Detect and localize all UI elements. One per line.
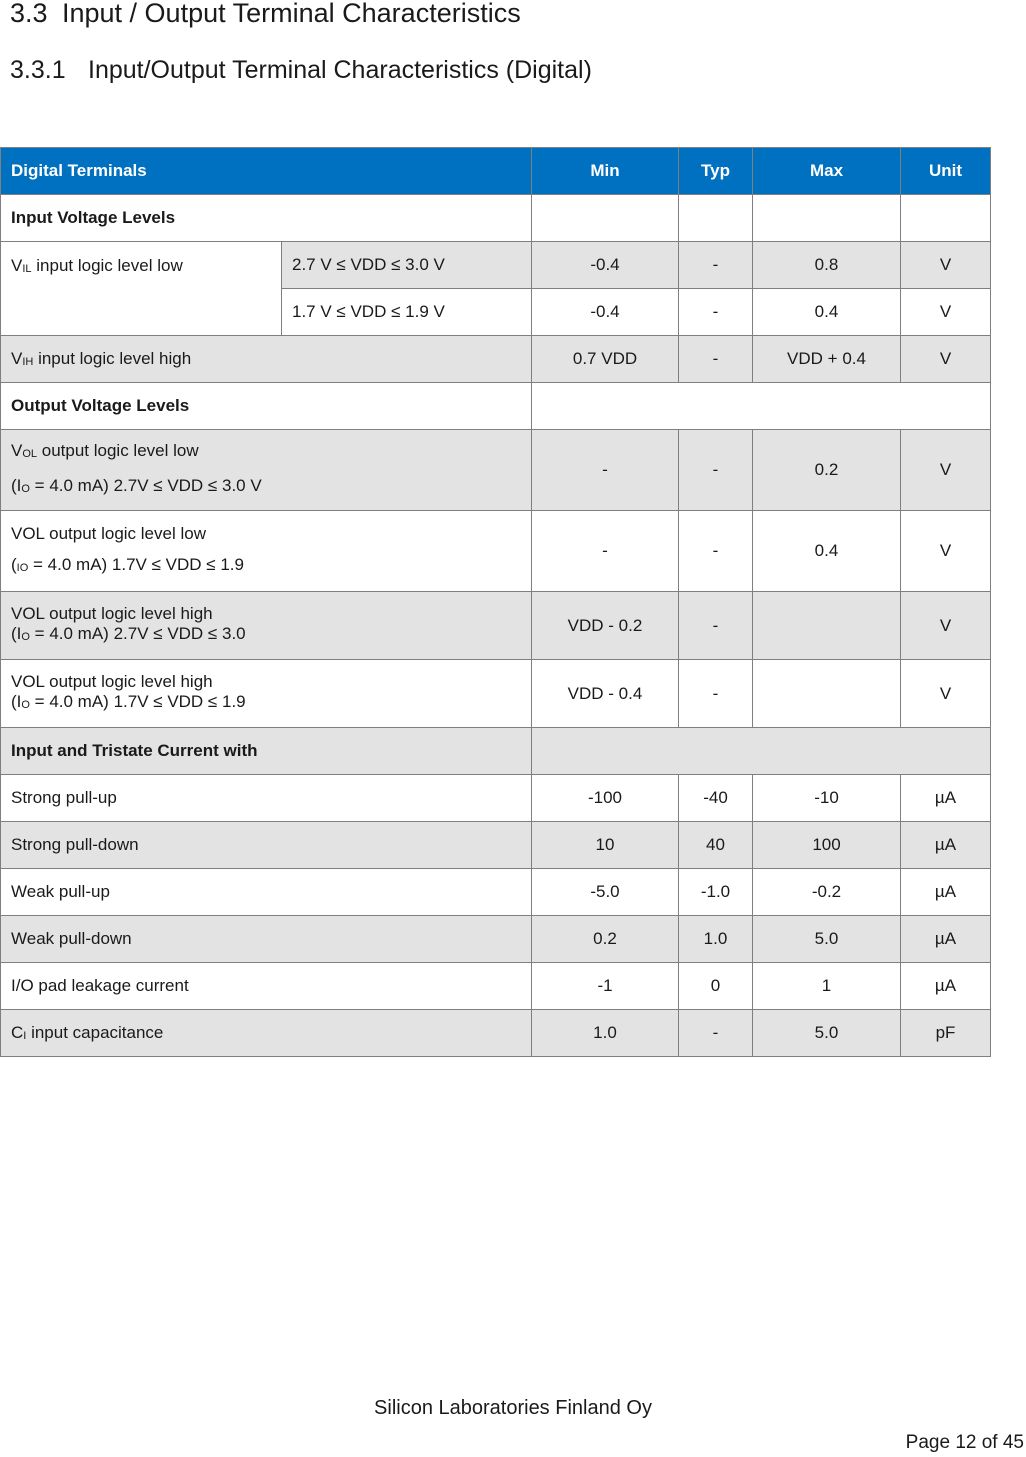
section-label: Input and Tristate Current with (1, 728, 532, 775)
voh1-cond-open: (I (11, 624, 22, 643)
table-row (1, 963, 991, 1010)
ci-typ: - (679, 1010, 753, 1057)
vol2-cond-text: = 4.0 mA) 1.7V ≤ VDD ≤ 1.9 (28, 555, 244, 574)
header-min: Min (532, 148, 679, 195)
ci-unit: pF (901, 1010, 991, 1057)
digital-terminals-table (0, 147, 991, 1057)
ci-symbol: C (11, 1023, 24, 1042)
vol2-text: VOL output logic level low (11, 524, 206, 543)
voh2-text: VOL output logic level high (11, 672, 213, 691)
voh2-label (1, 660, 532, 728)
vil-text: input logic level low (31, 256, 183, 275)
param-max: 100 (753, 822, 901, 869)
param-unit: µA (901, 822, 991, 869)
subsection-heading (10, 56, 592, 85)
vol2-unit: V (901, 511, 991, 592)
vil-max: 0.8 (753, 242, 901, 289)
vol2-cond-open: ( (11, 555, 17, 574)
vih-symbol: V (11, 349, 23, 368)
vil-min: -0.4 (532, 289, 679, 336)
vol1-typ: - (679, 430, 753, 511)
param-max: 5.0 (753, 916, 901, 963)
table-row (1, 916, 991, 963)
vol1-cond-subscript: O (21, 483, 30, 495)
subsection-number: 3.3.1 (10, 56, 66, 84)
voh2-min: VDD - 0.4 (532, 660, 679, 728)
section-heading (10, 0, 521, 29)
voh1-cond-subscript: O (21, 631, 30, 643)
voh2-max (753, 660, 901, 728)
vol2-label (1, 511, 532, 592)
table-row (1, 869, 991, 916)
param-label: Strong pull-up (1, 775, 532, 822)
vol1-symbol: V (11, 441, 23, 460)
vih-label (1, 336, 532, 383)
vil-max: 0.4 (753, 289, 901, 336)
param-unit: µA (901, 775, 991, 822)
param-label: Weak pull-up (1, 869, 532, 916)
table-row-vol-1 (1, 430, 991, 511)
vol1-max: 0.2 (753, 430, 901, 511)
vol2-typ: - (679, 511, 753, 592)
empty-cell (679, 195, 753, 242)
ci-min: 1.0 (532, 1010, 679, 1057)
voh2-cond-open: (I (11, 692, 22, 711)
table-row-vil-1 (1, 242, 991, 289)
vil-label (1, 242, 282, 336)
vol1-subscript: OL (22, 448, 38, 460)
ci-label (1, 1010, 532, 1057)
vil-unit: V (901, 242, 991, 289)
vol1-cond-text: = 4.0 mA) 2.7V ≤ VDD ≤ 3.0 V (29, 476, 262, 495)
ci-text: input capacitance (26, 1023, 164, 1042)
param-typ: 1.0 (679, 916, 753, 963)
empty-cell (532, 728, 991, 775)
vil-symbol: V (11, 256, 23, 275)
table-row-ci (1, 1010, 991, 1057)
table-row (1, 822, 991, 869)
vol2-min: - (532, 511, 679, 592)
table-row-voh-2 (1, 660, 991, 728)
voh1-typ: - (679, 592, 753, 660)
vil-unit: V (901, 289, 991, 336)
voh1-cond-text: = 4.0 mA) 2.7V ≤ VDD ≤ 3.0 (29, 624, 246, 643)
section-label: Output Voltage Levels (1, 383, 532, 430)
section-row-current (1, 728, 991, 775)
header-typ: Typ (679, 148, 753, 195)
voh2-unit: V (901, 660, 991, 728)
subsection-title: Input/Output Terminal Characteristics (Digital) (88, 56, 592, 84)
param-label: Strong pull-down (1, 822, 532, 869)
param-typ: -40 (679, 775, 753, 822)
param-label: I/O pad leakage current (1, 963, 532, 1010)
voh1-text: VOL output logic level high (11, 604, 213, 623)
section-row-input-voltage (1, 195, 991, 242)
vih-min: 0.7 VDD (532, 336, 679, 383)
empty-cell (532, 195, 679, 242)
voh1-unit: V (901, 592, 991, 660)
header-max: Max (753, 148, 901, 195)
empty-cell (532, 383, 991, 430)
vih-subscript: IH (22, 356, 34, 368)
param-typ: 40 (679, 822, 753, 869)
vol1-min: - (532, 430, 679, 511)
section-title: Input / Output Terminal Characteristics (62, 0, 521, 28)
table-row-vih (1, 336, 991, 383)
page-number: Page 12 of 45 (905, 1432, 1024, 1453)
param-unit: µA (901, 869, 991, 916)
vil-typ: - (679, 289, 753, 336)
param-min: -5.0 (532, 869, 679, 916)
vol2-cond-subscript: IO (16, 562, 29, 574)
voh2-cond-subscript: O (21, 699, 30, 711)
param-min: -100 (532, 775, 679, 822)
footer-company: Silicon Laboratories Finland Oy (374, 1397, 652, 1419)
param-unit: µA (901, 963, 991, 1010)
param-min: 0.2 (532, 916, 679, 963)
ci-subscript: I (23, 1030, 27, 1042)
vil-typ: - (679, 242, 753, 289)
voh1-max (753, 592, 901, 660)
vol1-text: output logic level low (37, 441, 199, 460)
voh1-min: VDD - 0.2 (532, 592, 679, 660)
vih-text: input logic level high (33, 349, 192, 368)
vih-unit: V (901, 336, 991, 383)
vol2-max: 0.4 (753, 511, 901, 592)
table-row-voh-1 (1, 592, 991, 660)
table-row (1, 775, 991, 822)
empty-cell (901, 195, 991, 242)
header-terminals: Digital Terminals (1, 148, 532, 195)
empty-cell (753, 195, 901, 242)
ci-max: 5.0 (753, 1010, 901, 1057)
table-row-vol-2 (1, 511, 991, 592)
param-min: -1 (532, 963, 679, 1010)
param-max: 1 (753, 963, 901, 1010)
vih-typ: - (679, 336, 753, 383)
vol1-label (1, 430, 532, 511)
param-min: 10 (532, 822, 679, 869)
param-max: -0.2 (753, 869, 901, 916)
section-number: 3.3 (10, 0, 48, 28)
param-typ: -1.0 (679, 869, 753, 916)
vil-min: -0.4 (532, 242, 679, 289)
section-label: Input Voltage Levels (1, 195, 532, 242)
param-unit: µA (901, 916, 991, 963)
table-header-row (1, 148, 991, 195)
vil-subscript: IL (22, 263, 32, 275)
param-label: Weak pull-down (1, 916, 532, 963)
voh1-label (1, 592, 532, 660)
vih-max: VDD + 0.4 (753, 336, 901, 383)
header-unit: Unit (901, 148, 991, 195)
voh2-typ: - (679, 660, 753, 728)
param-max: -10 (753, 775, 901, 822)
vil-cond: 1.7 V ≤ VDD ≤ 1.9 V (282, 289, 532, 336)
vil-cond: 2.7 V ≤ VDD ≤ 3.0 V (282, 242, 532, 289)
vol1-cond-open: (I (11, 476, 22, 495)
voh2-cond-text: = 4.0 mA) 1.7V ≤ VDD ≤ 1.9 (29, 692, 246, 711)
param-typ: 0 (679, 963, 753, 1010)
section-row-output-voltage (1, 383, 991, 430)
vol1-unit: V (901, 430, 991, 511)
